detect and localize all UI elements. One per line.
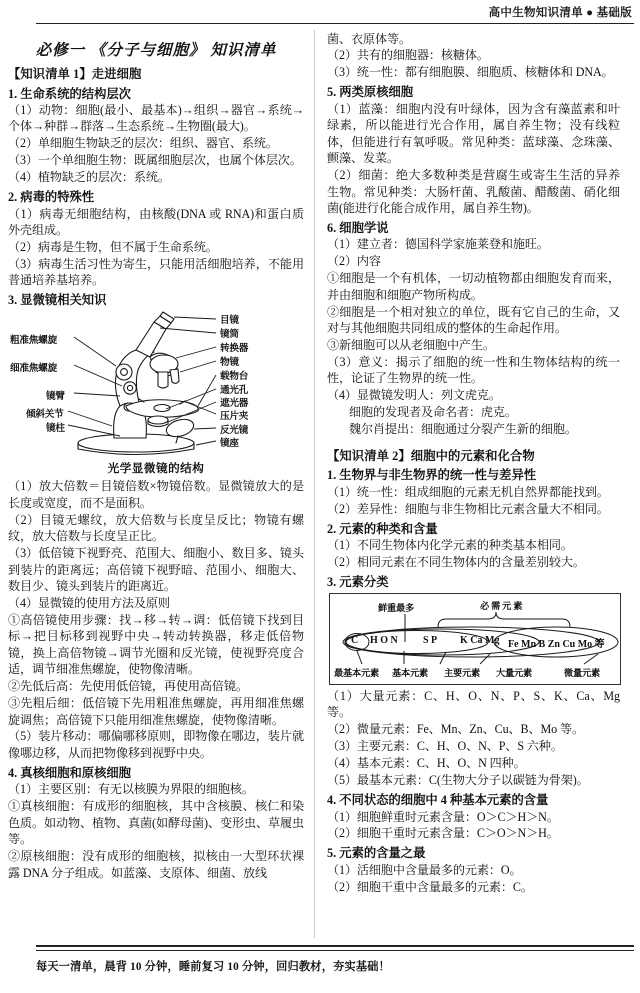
paragraph: （1）细胞鲜重时元素含量：O＞C＞H＞N。 bbox=[327, 809, 559, 824]
microscope-label-diaphragm: 遮光器 bbox=[220, 398, 249, 410]
page-footer bbox=[0, 941, 640, 993]
paragraph: （4）显微镜的使用方法及原则 bbox=[8, 595, 170, 610]
paragraph: （2）差异性：细胞与非生物相比元素含量大不相同。 bbox=[327, 501, 609, 516]
heading-r-item-5: 5. 元素的含量之最 bbox=[327, 846, 426, 861]
paragraph: 菌、衣原体等。 bbox=[327, 31, 411, 46]
element-label-essential: 必 需 元 素 bbox=[480, 600, 523, 611]
paragraph: （1）动物：细胞(最小、最基本)→组织→器官→系统→个体→种群→群落→生态系统→生物圈(最大)。 bbox=[8, 103, 304, 134]
microscope-label-eyepiece: 目镜 bbox=[220, 315, 239, 327]
heading-r-item-4: 4. 不同状态的细胞中 4 种基本元素的含量 bbox=[327, 793, 549, 807]
heading-r-item-1: 1. 生物界与非生物界的统一性与差异性 bbox=[327, 468, 537, 483]
paragraph: ②先低后高：先使用低倍镜，再使用高倍镜。 bbox=[8, 679, 248, 694]
paragraph: （2）病毒是生物，但不属于生命系统。 bbox=[8, 240, 218, 255]
paragraph: （1）活细胞中含量最多的元素：O。 bbox=[327, 862, 522, 877]
element-symbol-basic: H O N bbox=[370, 634, 398, 646]
paragraph: （2）内容 bbox=[327, 254, 381, 269]
paragraph: ①真核细胞：有成形的细胞核，其中含核膜、核仁和染色质。如动物、植物、真菌(如酵母菌)、变形虫、草履虫等。 bbox=[8, 799, 304, 847]
paragraph: （1）主要区别：有无以核膜为界限的细胞核。 bbox=[8, 782, 254, 797]
left-column bbox=[8, 30, 314, 938]
paragraph: （5）最基本元素：C(生物大分子以碳链为骨架)。 bbox=[327, 773, 589, 788]
microscope-label-aperture: 通光孔 bbox=[220, 385, 249, 397]
paragraph: （4）显微镜发明人：列文虎克。 bbox=[327, 388, 501, 403]
footer-text: 每天一清单，晨背 10 分钟，睡前复习 10 分钟，回归教材，夯实基础！ bbox=[36, 961, 391, 973]
header-divider bbox=[36, 23, 634, 24]
microscope-label-tilt-joint: 倾斜关节 bbox=[26, 409, 64, 421]
heading-item-3: 3. 显微镜相关知识 bbox=[8, 293, 107, 308]
paragraph: （1）建立者：德国科学家施莱登和施旺。 bbox=[327, 237, 549, 252]
paragraph: 细胞的发现者及命名者：虎克。 bbox=[349, 405, 517, 420]
element-label-fresh-weight-max: 鲜重最多 bbox=[378, 602, 414, 613]
footer-divider-thin bbox=[36, 950, 634, 951]
element-group-label-basic: 基本元素 bbox=[392, 667, 428, 678]
section-heading-2: 【知识清单 2】细胞中的元素和化合物 bbox=[327, 448, 535, 463]
microscope-label-arm: 镜臂 bbox=[46, 391, 65, 403]
microscope-label-objective: 物镜 bbox=[220, 357, 239, 369]
heading-item-6: 6. 细胞学说 bbox=[327, 220, 389, 235]
paragraph: （2）微量元素：Fe、Mn、Zn、Cu、B、Mo 等。 bbox=[327, 722, 584, 737]
microscope-label-pillar: 镜柱 bbox=[46, 423, 65, 435]
element-symbol-most-basic: C bbox=[351, 634, 359, 646]
element-classification-diagram bbox=[329, 593, 621, 685]
paragraph: （1）统一性：组成细胞的元素无机自然界都能找到。 bbox=[327, 484, 609, 499]
heading-item-4: 4. 真核细胞和原核细胞 bbox=[8, 765, 131, 780]
microscope-label-nosepiece: 转换器 bbox=[220, 343, 249, 355]
page-header bbox=[0, 0, 640, 26]
paragraph: （3）低倍镜下视野亮、范围大、细胞小、数目多、镜头到装片的距离远；高倍镜下视野暗、范围小、细胞大、数目少、镜头到装片的距离近。 bbox=[8, 546, 304, 593]
element-group-label-macro: 大量元素 bbox=[496, 667, 532, 678]
paragraph: （3）意义：揭示了细胞的统一性和生物体结构的统一性，论证了生物界的统一性。 bbox=[327, 354, 620, 386]
element-group-label-most-basic: 最基本元素 bbox=[334, 667, 379, 678]
paragraph: （5）装片移动：哪偏哪移原则，即物像在哪边，装片就像哪边移，从而把物像移到视野中央。 bbox=[8, 729, 304, 760]
paragraph: （1）蓝藻：细胞内没有叶绿体，因为含有藻蓝素和叶绿素，所以能进行光合作用，属自养生物；没有线粒体，但能进行有氧呼吸。常见种类：蓝球藻、念珠藻、颤藻、发菜。 bbox=[327, 101, 620, 166]
heading-item-5: 5. 两类原核细胞 bbox=[327, 85, 414, 100]
element-symbol-trace: Fe Mn B Zn Cu Mo 等 bbox=[508, 638, 605, 650]
section-heading-1: 【知识清单 1】走进细胞 bbox=[8, 67, 142, 81]
paragraph: （3）病毒生活习性为寄生，只能用活细胞培养，不能用普通培养基培养。 bbox=[8, 257, 304, 288]
paragraph: ③先粗后细：低倍镜下先用粗准焦螺旋，再用细准焦螺旋调焦；高倍镜下只能用细准焦螺旋，使物像清晰。 bbox=[8, 696, 304, 727]
heading-r-item-2: 2. 元素的种类和含量 bbox=[327, 521, 438, 536]
paragraph: （2）目镜无螺纹，放大倍数与长度呈反比；物镜有螺纹，放大倍数与长度呈正比。 bbox=[8, 512, 304, 544]
element-symbol-macro: K Ca Mg bbox=[460, 634, 500, 646]
paragraph: （1）放大倍数＝目镜倍数×物镜倍数。显微镜放大的是长度或宽度，而不是面积。 bbox=[8, 479, 304, 510]
paragraph: （2）共有的细胞器：核糖体。 bbox=[327, 48, 489, 63]
paragraph: （3）主要元素：C、H、O、N、P、S 六种。 bbox=[327, 739, 563, 754]
page-title: 必修一 《分子与细胞》 知识清单 bbox=[35, 42, 277, 59]
right-column bbox=[314, 30, 620, 938]
header-title: 高中生物知识清单 ● 基础版 bbox=[488, 7, 632, 19]
paragraph: （2）细菌：绝大多数种类是营腐生或寄生生活的异养生物。常见种类：大肠杆菌、乳酸菌、醋酸菌、硝化细菌(能进行化能合成作用，属自养生物)。 bbox=[327, 168, 620, 215]
microscope-label-stage: 载物台 bbox=[220, 371, 249, 383]
paragraph: （2）细胞干重中含量最多的元素：C。 bbox=[327, 879, 533, 894]
paragraph: ②细胞是一个相对独立的单位，既有它自己的生命，又对与其他细胞共同组成的整体的生命起作用。 bbox=[327, 304, 620, 336]
microscope-label-fine-knob: 细准焦螺旋 bbox=[10, 363, 57, 375]
element-group-label-main: 主要元素 bbox=[444, 667, 480, 678]
paragraph: ②原核细胞：没有成形的细胞核，拟核由一大型环状裸露 DNA 分子组成。如蓝藻、支原体、细菌、放线 bbox=[8, 849, 304, 880]
heading-item-1: 1. 生命系统的结构层次 bbox=[8, 86, 131, 101]
paragraph: （4）植物缺乏的层次：系统。 bbox=[8, 170, 170, 185]
paragraph: （2）相同元素在不同生物体内的含量差别较大。 bbox=[327, 554, 585, 569]
element-symbol-main: S P bbox=[423, 634, 438, 646]
paragraph: （2）单细胞生物缺乏的层次：组织、器官、系统。 bbox=[8, 136, 278, 151]
paragraph: （4）基本元素：C、H、O、N 四种。 bbox=[327, 756, 526, 771]
heading-item-2: 2. 病毒的特殊性 bbox=[8, 190, 95, 205]
footer-divider-thick bbox=[36, 945, 634, 947]
microscope-label-reflector: 反光镜 bbox=[220, 425, 249, 437]
microscope-label-stage-clip: 压片夹 bbox=[220, 411, 249, 423]
paragraph: ①细胞是一个有机体，一切动植物都由细胞发育而来，并由细胞和细胞产物所构成。 bbox=[327, 271, 620, 302]
heading-r-item-3: 3. 元素分类 bbox=[327, 574, 389, 589]
element-group-label-trace: 微量元素 bbox=[564, 667, 600, 678]
paragraph: （1）病毒无细胞结构，由核酸(DNA 或 RNA)和蛋白质外壳组成。 bbox=[8, 206, 304, 238]
microscope-figure-caption: 光学显微镜的结构 bbox=[107, 462, 205, 476]
page-columns bbox=[0, 26, 640, 938]
microscope-diagram bbox=[8, 310, 304, 460]
paragraph: （3）统一性：都有细胞膜、细胞质、核糖体和 DNA。 bbox=[327, 65, 614, 80]
paragraph: （2）细胞干重时元素含量：C＞O＞N＞H。 bbox=[327, 826, 559, 841]
microscope-label-coarse-knob: 粗准焦螺旋 bbox=[10, 335, 57, 347]
paragraph: 魏尔肖提出：细胞通过分裂产生新的细胞。 bbox=[349, 422, 577, 437]
microscope-label-body-tube: 镜筒 bbox=[220, 329, 239, 341]
paragraph: ①高倍镜使用步骤：找→移→转→调：低倍镜下找到目标→把目标移到视野中央→转动转换器，移走低倍物镜，换上高倍物镜→调节光圈和反光镜，使视野亮度合适，调节细准焦螺旋，使物像清晰。 bbox=[8, 612, 304, 677]
paragraph: （1）不同生物体内化学元素的种类基本相同。 bbox=[327, 538, 573, 552]
microscope-label-base: 镜座 bbox=[220, 438, 239, 450]
paragraph: （1）大量元素：C、H、O、N、P、S、K、Ca、Mg 等。 bbox=[327, 688, 620, 720]
paragraph: （3）一个单细胞生物：既属细胞层次，也属个体层次。 bbox=[8, 153, 302, 168]
paragraph: ③新细胞可以从老细胞中产生。 bbox=[327, 338, 495, 352]
